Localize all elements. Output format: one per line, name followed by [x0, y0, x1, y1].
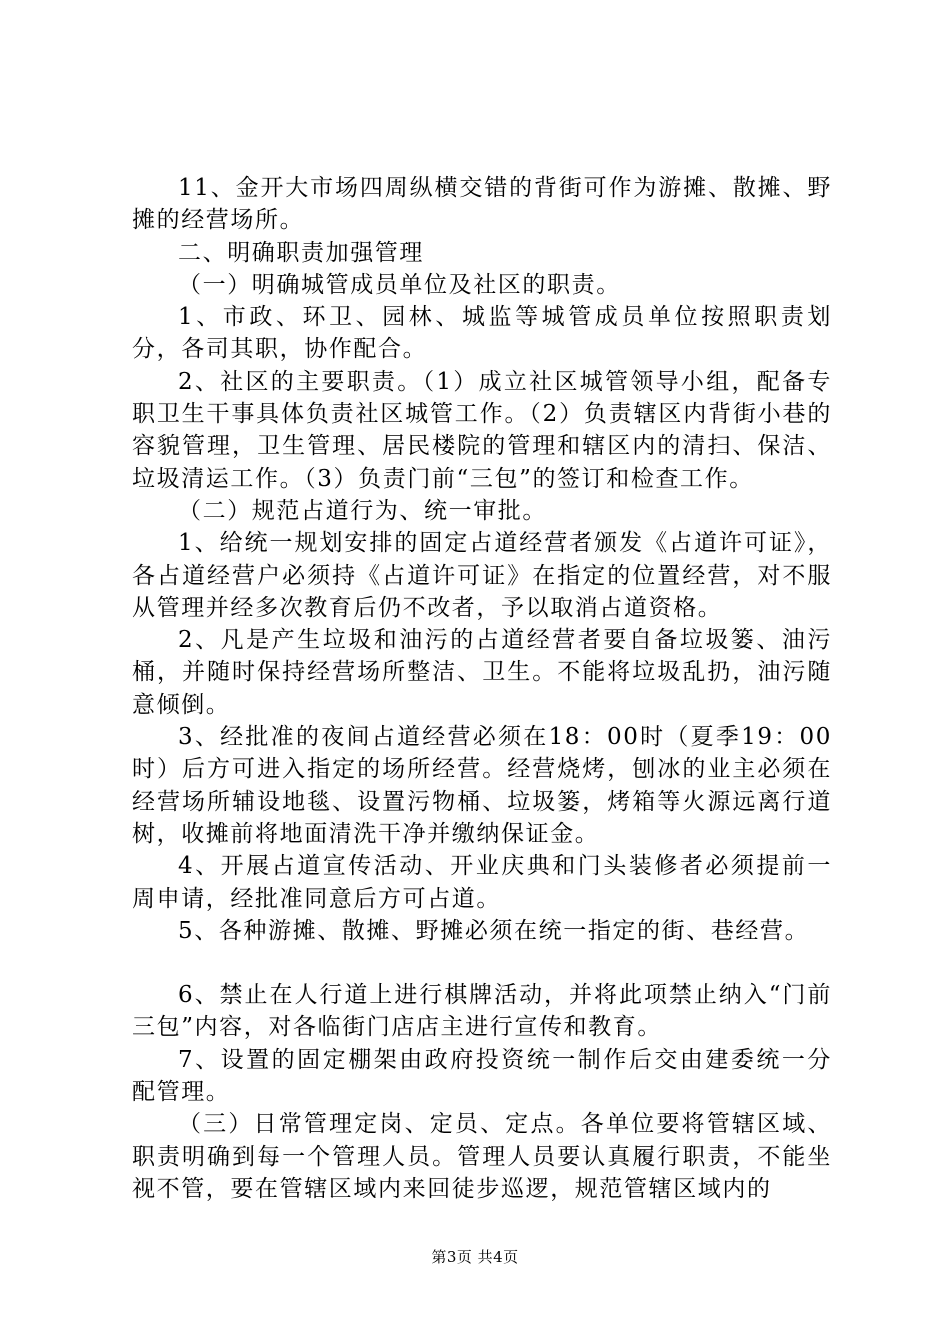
- paragraph-community-duties: 2、社区的主要职责。（1）成立社区城管领导小组，配备专职卫生干事具体负责社区城管工作。（2）负责辖区内背街小巷的容貌管理，卫生管理、居民楼院的管理和辖区内的清扫、保洁、垃圾清运工作。（3）负责门前“三包”的签订和检查工作。: [132, 368, 832, 492]
- section-heading-duties: 二、明确职责加强管理: [178, 239, 424, 266]
- paragraph-night-business: 3、经批准的夜间占道经营必须在18：00时（夏季19：00时）后方可进入指定的场所经营。经营烧烤，刨冰的业主必须在经营场所辅设地毯、设置污物桶、垃圾篓，烤箱等火源远离行道树，收摊前将地面清洗干净并缴纳保证金。: [132, 724, 832, 847]
- document-body: [132, 172, 832, 1205]
- paragraph-daily-management: （三）日常管理定岗、定员、定点。各单位要将管辖区域、职责明确到每一个管理人员。管理人员要认真履行职责，不能坐视不管，要在管辖区域内来回徒步巡逻，规范管辖区域内的: [132, 1111, 832, 1202]
- page-number-footer: 第3页 共4页: [431, 1248, 519, 1266]
- subsection-heading-road-occupation: （二）规范占道行为、统一审批。: [178, 497, 547, 524]
- paragraph-permit: 1、给统一规划安排的固定占道经营者颁发《占道许可证》，各占道经营户必须持《占道许可证》在指定的位置经营，对不服从管理并经多次教育后仍不改者，予以取消占道资格。: [132, 530, 832, 621]
- paragraph-card-games: 6、禁止在人行道上进行棋牌活动，并将此项禁止纳入“门前三包”内容，对各临街门店店主进行宣传和教育。: [132, 982, 832, 1041]
- paragraph-unit-cooperation: 1、市政、环卫、园林、城监等城管成员单位按照职责划分，各司其职，协作配合。: [132, 304, 832, 363]
- paragraph-events-application: 4、开展占道宣传活动、开业庆典和门头装修者必须提前一周申请，经批准同意后方可占道。: [132, 853, 832, 912]
- paragraph-street-vendors: 5、各种游摊、散摊、野摊必须在统一指定的街、巷经营。: [178, 917, 810, 944]
- subsection-heading-unit-duties: （一）明确城管成员单位及社区的职责。: [178, 271, 621, 298]
- paragraph-sheds: 7、设置的固定棚架由政府投资统一制作后交由建委统一分配管理。: [132, 1046, 832, 1106]
- paragraph-market-streets: 11、金开大市场四周纵横交错的背街可作为游摊、散摊、野摊的经营场所。: [132, 175, 832, 234]
- paragraph-garbage: 2、凡是产生垃圾和油污的占道经营者要自备垃圾篓、油污桶，并随时保持经营场所整洁、卫生。不能将垃圾乱扔，油污随意倾倒。: [132, 627, 832, 718]
